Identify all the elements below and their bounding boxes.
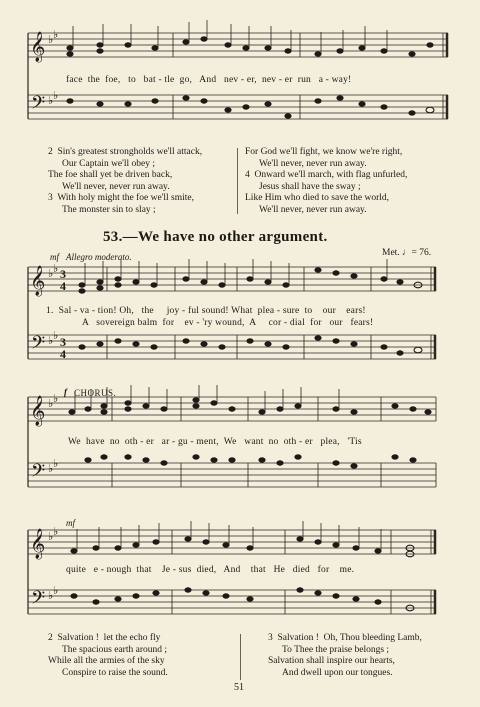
verse-line: 3 With holy might the foe we'll smite, [48,193,195,203]
svg-text:3: 3 [60,335,66,349]
treble-clef-icon: 𝄞 [30,266,46,295]
notes-chorus1-bass [84,454,416,468]
svg-text:♭: ♭ [48,34,54,46]
verse-line: 3 Salvation ! Oh, Thou bleeding Lamb, [268,633,422,643]
verse-divider [240,634,241,680]
verse-line: Our Captain we'll obey ; [62,158,155,169]
dynamic-f: f [64,387,67,397]
verse-line: The spacious earth around ; [62,644,167,655]
verse-line: We'll never, never run away. [259,204,367,215]
page-number: 51 [234,682,244,693]
svg-text:♭: ♭ [48,95,54,107]
bass-clef-icon: 𝄢 [31,460,46,485]
bass-clef-icon: 𝄢 [31,332,46,357]
verse-line: The foe shall yet be driven back, [48,170,173,180]
verse-line: Salvation shall inspire our hearts, [268,656,395,666]
verse-line: Jesus shall have the sway ; [259,181,361,192]
notes-chorus1-treble [68,397,431,414]
treble-clef-icon: 𝄞 [30,396,46,425]
verse1-lyric-line1: 1. Sal - va - tion! Oh, the joy - ful sound! What plea - sure to our ears! [46,306,366,316]
verse-line: 2 Salvation ! let the echo fly [48,633,161,643]
svg-text:♭: ♭ [48,531,54,543]
top-lyric-line: face the foe, to bat - tle go, And nev - er, nev - er run a - way! [66,75,352,85]
hymn53-verses-right [268,633,422,679]
dynamic-mf-2: mf [66,518,75,528]
hymn-title: 53.—We have no other argument. [103,229,328,245]
treble-clef-icon: 𝄞 [30,529,46,558]
bass-clef-icon: 𝄢 [31,92,46,117]
verse-line: To Thee the praise belongs ; [282,644,390,655]
svg-text:♭: ♭ [53,393,59,405]
verse-line: 4 Onward we'll march, with flag unfurled, [245,170,408,180]
svg-text:♭: ♭ [53,29,59,41]
verse-line: We'll never, never run away. [62,181,170,192]
svg-text:♭: ♭ [53,263,59,275]
svg-text:♭: ♭ [53,585,59,597]
svg-text:♭: ♭ [53,90,59,102]
treble-clef-icon: 𝄞 [30,32,46,61]
verse-line: Conspire to raise the sound. [62,667,168,678]
bass-staff [28,335,436,359]
chorus-label: CHORUS. [74,388,117,398]
svg-text:3: 3 [60,267,66,281]
verse-divider [237,148,238,214]
bass-clef-icon: 𝄢 [31,587,46,612]
svg-text:♭: ♭ [53,458,59,470]
verse-line: We'll never, never run away. [259,158,367,169]
hymn53-verses-left [48,633,168,679]
svg-text:♭: ♭ [53,526,59,538]
svg-text:♭: ♭ [48,335,54,347]
notes-verse-treble [78,267,403,293]
notes-chorus2-treble [70,536,381,553]
svg-text:♭: ♭ [53,330,59,342]
svg-text:♭: ♭ [48,590,54,602]
svg-text:♭: ♭ [48,463,54,475]
verse-line: For God we'll fight, we know we're right, [245,147,403,157]
metronome-marking: Met. ♩= 76. [382,248,432,258]
verse-line: The monster sin to slay ; [62,204,156,215]
bass-staff [28,463,436,487]
svg-text:4: 4 [60,347,66,361]
verse-line: And dwell upon our tongues. [282,667,393,678]
hymn52-verses-left [48,147,202,216]
verse-line: While all the armies of the sky [48,656,165,666]
dynamic-mf: mf [50,252,59,262]
verse1-lyric-line2: A sovereign balm for ev - 'ry wound, A cor - dial for our fears! [82,318,374,328]
svg-text:♭: ♭ [48,398,54,410]
chorus-lyric-line2: quite e - nough that Je - sus died, And that He died for me. [66,565,355,575]
svg-text:♭: ♭ [48,268,54,280]
svg-text:4: 4 [60,279,66,293]
verse-line: Like Him who died to save the world, [245,193,390,203]
chorus-lyric-line1: We have no oth - er ar - gu - ment, We want no oth - er plea, 'Tis [68,437,362,447]
hymn52-verses-right [245,147,407,216]
verse-line: 2 Sin's greatest strongholds we'll attack, [48,147,203,157]
tempo-marking: Allegro moderato. [66,252,132,262]
music-system-top [0,0,480,140]
treble-staff [28,267,436,291]
